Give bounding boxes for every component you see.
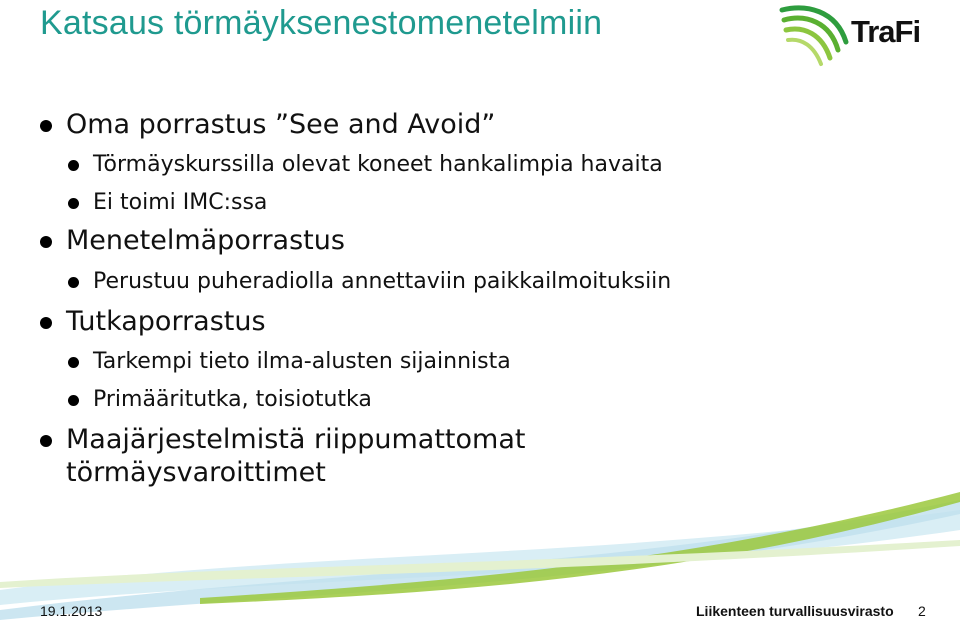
bullet-dot [68,395,79,406]
decorative-waves [0,470,960,620]
bullet-radar-types [68,386,372,413]
footer-date: 19.1.2013 [40,603,103,619]
bullet-radar [40,305,266,338]
bullet-text: Maajärjestelmistä riippumattomat törmäysvaroittimet [66,424,526,488]
footer-organization: Liikenteen turvallisuusvirasto [696,603,894,619]
bullet-dot [40,317,52,329]
bullet-imc [68,189,267,216]
bullet-collision-course [68,151,663,178]
bullet-text: Tutkaporrastus [66,306,266,337]
bullet-dot [40,236,52,248]
bullet-text: Oma porrastus ”See and Avoid” [66,109,496,140]
bullet-dot [40,435,52,447]
bullet-dot [68,198,79,209]
bullet-radio-reports [68,268,671,295]
bullet-text: Ei toimi IMC:ssa [93,190,268,215]
trafi-logo-text: TraFi [851,14,921,49]
bullet-text: Primääritutka, toisiotutka [93,387,372,412]
bullet-dot [68,160,79,171]
bullet-procedural [40,224,345,257]
bullet-see-and-avoid [40,108,495,141]
bullet-dot [68,277,79,288]
page-number: 2 [918,603,926,619]
slide-title: Katsaus törmäyksenestomenetelmiin [40,4,603,42]
bullet-text: Tarkempi tieto ilma-alusten sijainnista [93,349,511,374]
bullet-dot [68,357,79,368]
bullet-position-info [68,348,511,375]
bullet-text: Perustuu puheradiolla annettaviin paikkailmoituksiin [93,269,672,294]
bullet-text: Menetelmäporrastus [66,225,345,256]
bullet-text: Törmäyskurssilla olevat koneet hankalimpia havaita [93,152,663,177]
bullet-dot [40,120,52,132]
